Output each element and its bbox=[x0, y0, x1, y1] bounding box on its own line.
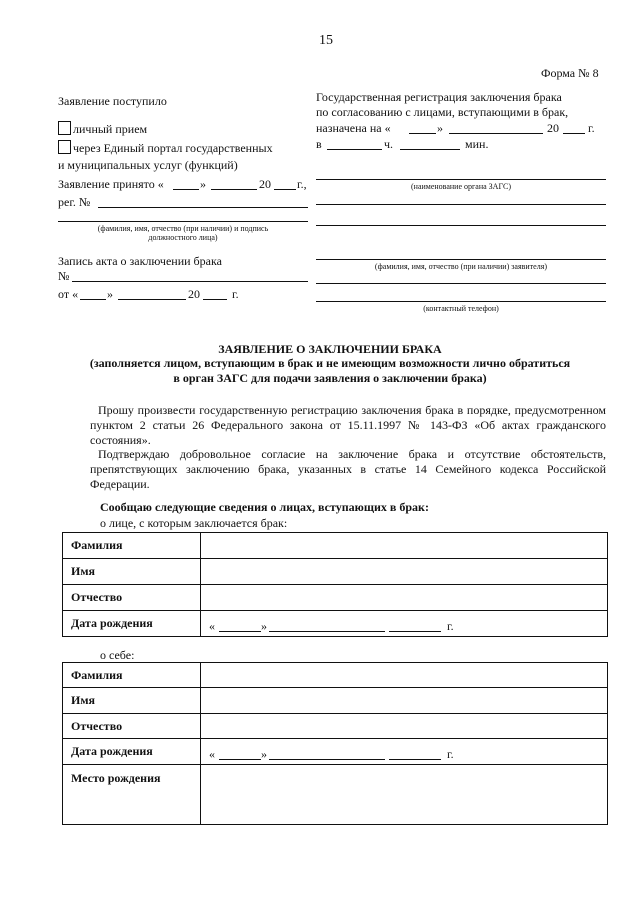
self-name-label: Имя bbox=[63, 688, 201, 714]
partner-patronymic-cell[interactable] bbox=[201, 585, 608, 611]
partner-surname-cell[interactable] bbox=[201, 533, 608, 559]
paragraph-consent: Подтверждаю добровольное согласие на заключение брака и отсутствие обстоятельств, препятствующих заключению брака, указанных в статье 14 Семейного кодекса Российской Федерации. bbox=[90, 447, 606, 491]
act-number-field[interactable] bbox=[72, 281, 308, 282]
table-row bbox=[63, 714, 608, 739]
act-number-label: № bbox=[58, 269, 70, 283]
applicant-name-field-2[interactable] bbox=[316, 283, 606, 284]
official-caption-1: (фамилия, имя, отчество (при наличии) и подпись bbox=[97, 224, 269, 233]
reg-date-prefix: назначена на « bbox=[316, 121, 391, 135]
self-birthdate-label: Дата рождения bbox=[63, 739, 201, 765]
act-date-quote: » bbox=[107, 287, 113, 301]
document-subtitle-1: (заполняется лицом, вступающим в брак и не имеющим возможности лично обратиться bbox=[89, 356, 571, 370]
partner-name-label: Имя bbox=[63, 559, 201, 585]
form-number: Форма № 8 bbox=[541, 66, 599, 80]
document-subtitle-2: в орган ЗАГС для подачи заявления о заключении брака) bbox=[173, 371, 487, 385]
phone-caption: (контактный телефон) bbox=[423, 304, 499, 313]
partner-surname-label: Фамилия bbox=[63, 533, 201, 559]
reg-text-2: по согласованию с лицами, вступающими в брак, bbox=[316, 105, 569, 119]
act-year-field[interactable] bbox=[203, 299, 227, 300]
page-number: 15 bbox=[319, 33, 333, 48]
self-patronymic-label: Отчество bbox=[63, 714, 201, 739]
partner-birth-year-field[interactable] bbox=[389, 631, 441, 632]
self-patronymic-cell[interactable] bbox=[201, 714, 608, 739]
self-surname-cell[interactable] bbox=[201, 663, 608, 688]
self-date-close: » bbox=[261, 746, 267, 761]
official-caption-2: должностного лица) bbox=[148, 233, 218, 242]
reg-label: рег. № bbox=[58, 195, 91, 209]
phone-field[interactable] bbox=[316, 301, 606, 302]
reg-date-century: 20 bbox=[547, 121, 559, 135]
applicant-name-field[interactable] bbox=[316, 259, 606, 260]
self-birth-year-field[interactable] bbox=[389, 759, 441, 760]
time-prefix: в bbox=[316, 137, 322, 151]
table-row bbox=[63, 559, 608, 585]
act-day-field[interactable] bbox=[80, 299, 106, 300]
reg-date-suffix: г. bbox=[588, 121, 595, 135]
self-surname-label: Фамилия bbox=[63, 663, 201, 688]
self-name-cell[interactable] bbox=[201, 688, 608, 714]
self-table bbox=[62, 662, 608, 825]
reg-year-field[interactable] bbox=[563, 133, 585, 134]
act-month-field[interactable] bbox=[118, 299, 186, 300]
accepted-month-field[interactable] bbox=[211, 189, 257, 190]
table-row bbox=[63, 739, 608, 765]
reg-month-field[interactable] bbox=[449, 133, 543, 134]
portal-label-1: через Единый портал государственных bbox=[73, 141, 273, 155]
partner-heading: о лице, с которым заключается брак: bbox=[100, 516, 288, 530]
portal-checkbox[interactable] bbox=[58, 140, 71, 154]
partner-birth-day-field[interactable] bbox=[219, 631, 261, 632]
received-label: Заявление поступило bbox=[58, 94, 167, 108]
hour-field[interactable] bbox=[327, 149, 382, 150]
act-date-suffix: г. bbox=[232, 287, 239, 301]
minute-field[interactable] bbox=[400, 149, 460, 150]
document-title: ЗАЯВЛЕНИЕ О ЗАКЛЮЧЕНИИ БРАКА bbox=[218, 342, 442, 356]
paragraph-request: Прошу произвести государственную регистрацию заключения брака в порядке, предусмотренном пунктом 2 статьи 26 Федерального закона от 15.11.1997 № 143-ФЗ «Об актах гражданского состояния». bbox=[90, 403, 606, 447]
zags-name-field-3[interactable] bbox=[316, 225, 606, 226]
table-row bbox=[63, 663, 608, 688]
reg-day-field[interactable] bbox=[409, 133, 436, 134]
act-record-label: Запись акта о заключении брака bbox=[58, 254, 222, 268]
table-row bbox=[63, 611, 608, 637]
accepted-prefix: Заявление принято « bbox=[58, 177, 164, 191]
self-birth-day-field[interactable] bbox=[219, 759, 261, 760]
minute-label: мин. bbox=[465, 137, 489, 151]
reg-text-1: Государственная регистрация заключения брака bbox=[316, 90, 562, 104]
zags-name-field[interactable] bbox=[316, 179, 606, 180]
table-row bbox=[63, 688, 608, 714]
self-date-open: « bbox=[209, 746, 215, 761]
personal-label: личный прием bbox=[73, 122, 148, 136]
self-birthdate-cell[interactable] bbox=[201, 739, 608, 765]
table-row bbox=[63, 533, 608, 559]
partner-date-close: » bbox=[261, 618, 267, 633]
partner-table bbox=[62, 532, 608, 637]
zags-caption: (наименование органа ЗАГС) bbox=[411, 182, 511, 191]
self-birth-month-field[interactable] bbox=[269, 759, 385, 760]
accepted-century: 20 bbox=[259, 177, 271, 191]
act-date-century: 20 bbox=[188, 287, 200, 301]
self-date-suffix: г. bbox=[447, 746, 454, 761]
self-birthplace-cell[interactable] bbox=[201, 765, 608, 825]
table-row bbox=[63, 585, 608, 611]
act-date-prefix: от « bbox=[58, 287, 79, 301]
accepted-quote: » bbox=[200, 177, 206, 191]
partner-birthdate-label: Дата рождения bbox=[63, 611, 201, 637]
partner-patronymic-label: Отчество bbox=[63, 585, 201, 611]
info-heading: Сообщаю следующие сведения о лицах, вступающих в брак: bbox=[100, 500, 429, 514]
reg-date-quote: » bbox=[437, 121, 443, 135]
hour-label: ч. bbox=[384, 137, 394, 151]
zags-name-field-2[interactable] bbox=[316, 204, 606, 205]
applicant-caption: (фамилия, имя, отчество (при наличии) заявителя) bbox=[374, 262, 548, 271]
accepted-year-suffix: г., bbox=[297, 177, 307, 191]
portal-label-2: и муниципальных услуг (функций) bbox=[58, 158, 238, 172]
personal-checkbox[interactable] bbox=[58, 121, 71, 135]
accepted-day-field[interactable] bbox=[173, 189, 199, 190]
accepted-year-field[interactable] bbox=[274, 189, 296, 190]
partner-date-suffix: г. bbox=[447, 618, 454, 633]
self-birthplace-label: Место рождения bbox=[63, 765, 201, 825]
partner-birth-month-field[interactable] bbox=[269, 631, 385, 632]
partner-birthdate-cell[interactable] bbox=[201, 611, 608, 637]
reg-number-field[interactable] bbox=[98, 207, 308, 208]
self-heading: о себе: bbox=[100, 648, 135, 662]
table-row bbox=[63, 765, 608, 825]
partner-date-open: « bbox=[209, 618, 215, 633]
official-signature-field[interactable] bbox=[58, 221, 308, 222]
partner-name-cell[interactable] bbox=[201, 559, 608, 585]
